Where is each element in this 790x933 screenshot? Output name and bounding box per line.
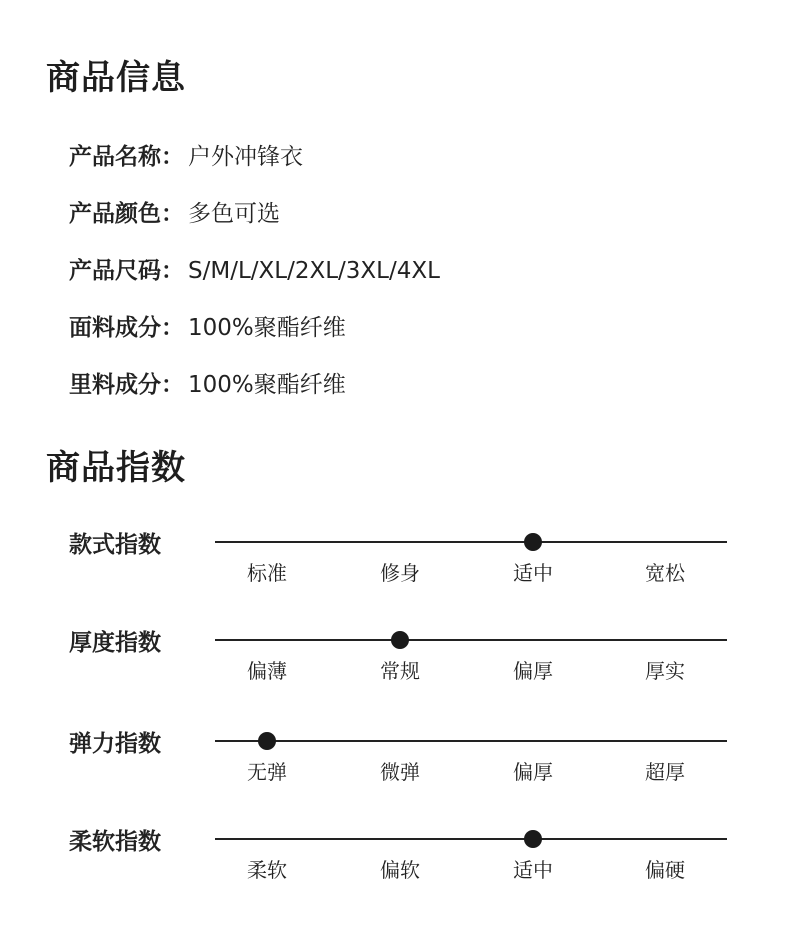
index-indicator-dot bbox=[524, 830, 542, 848]
info-row-size bbox=[69, 252, 440, 285]
index-option: 超厚 bbox=[645, 760, 685, 784]
info-value: 多色可选 bbox=[188, 201, 280, 227]
info-row-fabric bbox=[69, 309, 346, 342]
info-value: 100%聚酯纤维 bbox=[188, 372, 346, 398]
info-row-color bbox=[69, 195, 280, 228]
index-scale-line bbox=[215, 541, 727, 543]
index-indicator-dot bbox=[258, 732, 276, 750]
index-scale-line bbox=[215, 740, 727, 742]
index-option: 偏厚 bbox=[513, 659, 553, 683]
index-option: 标准 bbox=[247, 561, 287, 585]
index-option: 适中 bbox=[513, 561, 553, 585]
index-option: 偏厚 bbox=[513, 760, 553, 784]
info-label: 产品尺码 bbox=[69, 258, 161, 284]
index-option: 偏硬 bbox=[645, 858, 685, 882]
product-index-title: 商品指数 bbox=[46, 448, 186, 488]
index-option: 柔软 bbox=[247, 858, 287, 882]
index-option: 微弹 bbox=[380, 760, 420, 784]
info-separator: ： bbox=[161, 201, 184, 227]
index-scale-line bbox=[215, 639, 727, 641]
index-scale-line bbox=[215, 838, 727, 840]
info-value: 100%聚酯纤维 bbox=[188, 315, 346, 341]
index-label: 厚度指数 bbox=[69, 630, 161, 656]
info-separator: ： bbox=[161, 372, 184, 398]
index-option: 常规 bbox=[380, 659, 420, 683]
index-option: 无弹 bbox=[247, 760, 287, 784]
index-label: 款式指数 bbox=[69, 532, 161, 558]
index-row-thickness bbox=[0, 630, 790, 709]
info-separator: ： bbox=[161, 144, 184, 170]
index-row-softness bbox=[0, 829, 790, 908]
info-separator: ： bbox=[161, 258, 184, 284]
index-option: 宽松 bbox=[645, 561, 685, 585]
info-row-name bbox=[69, 138, 303, 171]
index-option: 偏薄 bbox=[247, 659, 287, 683]
info-label: 里料成分 bbox=[69, 372, 161, 398]
index-option: 厚实 bbox=[645, 659, 685, 683]
info-label: 产品颜色 bbox=[69, 201, 161, 227]
index-label: 弹力指数 bbox=[69, 731, 161, 757]
index-option: 偏软 bbox=[380, 858, 420, 882]
product-info-title: 商品信息 bbox=[46, 58, 186, 98]
info-label: 产品名称 bbox=[69, 144, 161, 170]
index-option: 适中 bbox=[513, 858, 553, 882]
index-indicator-dot bbox=[391, 631, 409, 649]
info-row-lining bbox=[69, 366, 346, 399]
index-row-style bbox=[0, 532, 790, 611]
index-row-elasticity bbox=[0, 731, 790, 810]
info-label: 面料成分 bbox=[69, 315, 161, 341]
info-value: 户外冲锋衣 bbox=[188, 144, 303, 170]
index-indicator-dot bbox=[524, 533, 542, 551]
info-separator: ： bbox=[161, 315, 184, 341]
index-label: 柔软指数 bbox=[69, 829, 161, 855]
info-value: S/M/L/XL/2XL/3XL/4XL bbox=[188, 258, 440, 284]
index-option: 修身 bbox=[380, 561, 420, 585]
